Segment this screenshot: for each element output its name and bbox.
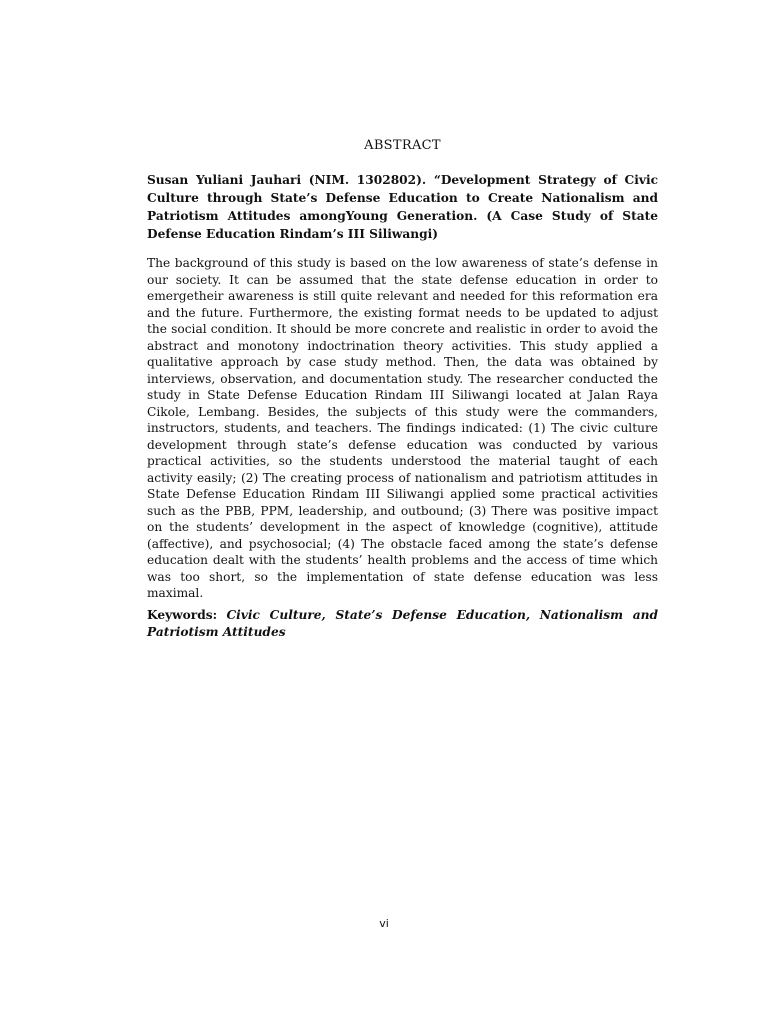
keywords-list: Civic Culture, State’s Defense Education, Nationalism and Patriotism Attitudes [147,608,659,639]
abstract-body: The background of this study is based on the low awareness of state’s defense in our society. It can be assumed that the state defense education in order to emergetheir awareness is still quite relevant and needed for this reformation era and the future. Furthermore, the existing format needs to be updated to adjust the social condition. It should be more concrete and realistic in order to avoid the abstract and monotony indoctrination theory activities. This study applied a qualitative approach by case study method. Then, the data was obtained by interviews, observation, and documentation study. The researcher conducted the study in State Defense Education Rindam III Siliwangi located at Jalan Raya Cikole, Lembang. Besides, the subjects of this study were the commanders, instructors, students, and teachers. The findings indicated: (1) The civic culture development through state’s defense education was conducted by various practical activities, so the students understood the material taught of each activity easily; (2) The creating process of nationalism and patriotism attitudes in State Defense Education Rindam III Siliwangi applied some practical activities such as the PBB, PPM, leadership, and outbound; (3) There was positive impact on the students’ development in the aspect of knowledge (cognitive), attitude (affective), and psychosocial; (4) The obstacle faced among the state’s defense education dealt with the students’ health problems and the access of time which was too short, so the implementation of state defense education was less maximal. [147,256,658,600]
keywords-label: Keywords: [147,608,218,622]
author-citation: Susan Yuliani Jauhari (NIM. 1302802). “Development Strategy of Civic Culture through State’s Defense Education to Create Nationalism and Patriotism Attitudes amongYoung Generation. (A Case Study of State Defense Education Rindam’s III Siliwangi) [147,173,658,241]
page-number: vi [379,917,389,930]
keywords-line [147,607,658,641]
abstract-title: ABSTRACT [364,138,441,153]
